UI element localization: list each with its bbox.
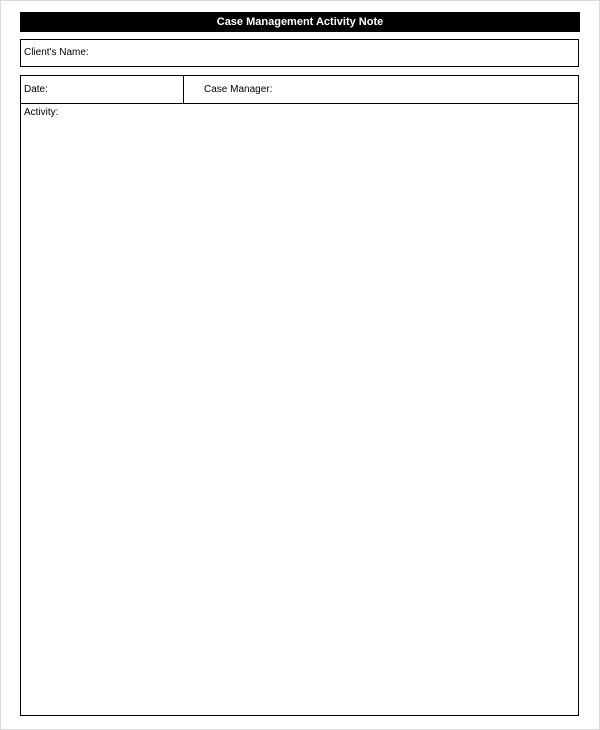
activity-section — [20, 75, 579, 716]
date-label: Date: — [24, 84, 48, 95]
row-divider — [21, 103, 578, 104]
client-name-field[interactable] — [20, 39, 579, 67]
form-title: Case Management Activity Note — [20, 12, 580, 32]
case-manager-label: Case Manager: — [204, 84, 273, 95]
client-name-label: Client's Name: — [24, 47, 89, 58]
activity-label: Activity: — [24, 107, 59, 118]
column-divider — [183, 76, 184, 103]
